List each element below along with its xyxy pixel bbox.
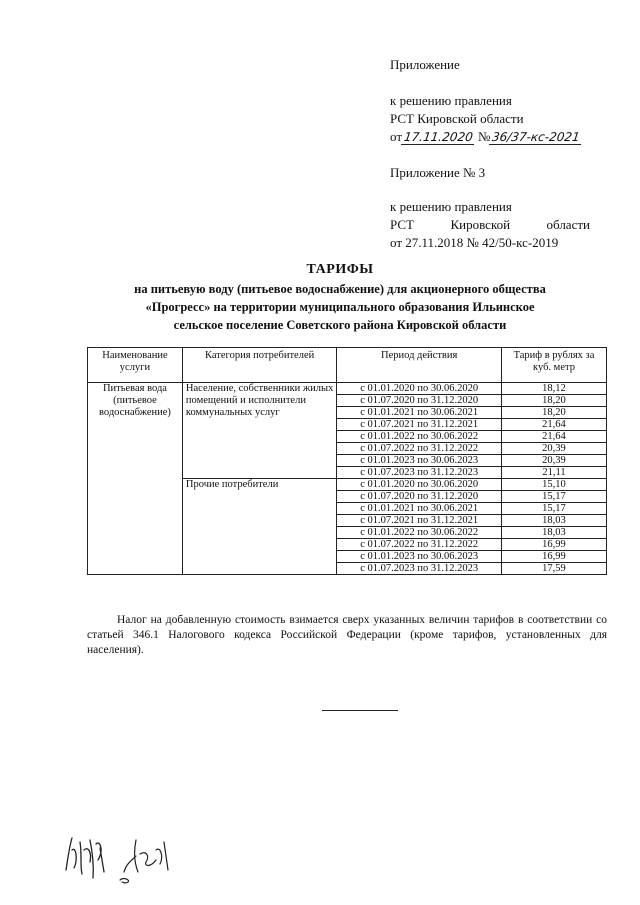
divider-line xyxy=(322,710,398,711)
vat-note: Налог на добавленную стоимость взимается сверх указанных величин тарифов в соответствии со статьей 346.1 Налогового кодекса Российской Федерации (кроме тарифов, установленных для населения). xyxy=(87,614,607,656)
tariff-cell: 18,20 xyxy=(501,407,606,419)
tariff-cell: 21,64 xyxy=(501,419,606,431)
prior-decision-line: от 27.11.2018 № 42/50-кс-2019 xyxy=(390,235,559,250)
appendix-label: Приложение xyxy=(390,57,460,72)
period-cell: с 01.07.2022 по 31.12.2022 xyxy=(337,443,502,455)
tariff-table xyxy=(87,347,607,575)
document-title: ТАРИФЫ xyxy=(306,262,374,277)
category-population: Население, собственники жилых помещений и исполнители коммунальных услуг xyxy=(182,383,336,479)
table-header-row xyxy=(88,348,607,383)
period-cell: с 01.01.2023 по 30.06.2023 xyxy=(337,551,502,563)
column-header-period: Период действия xyxy=(337,348,502,383)
title-block xyxy=(60,262,620,334)
column-header-tariff: Тариф в рублях за куб. метр xyxy=(501,348,606,383)
period-cell: с 01.01.2020 по 30.06.2020 xyxy=(337,479,502,491)
period-cell: с 01.01.2021 по 30.06.2021 xyxy=(337,503,502,515)
period-cell: с 01.07.2021 по 31.12.2021 xyxy=(337,515,502,527)
column-header-service: Наименование услуги xyxy=(88,348,183,383)
tariff-cell: 15,17 xyxy=(501,491,606,503)
tariff-cell: 20,39 xyxy=(501,443,606,455)
handwritten-number: 36/37-кс-2021 xyxy=(489,130,583,145)
handwritten-date: 17.11.2020 xyxy=(401,130,476,145)
tariff-cell: 15,10 xyxy=(501,479,606,491)
tariff-cell: 20,39 xyxy=(501,455,606,467)
signature-marks xyxy=(60,820,200,890)
period-cell: с 01.01.2020 по 30.06.2020 xyxy=(337,383,502,395)
decision-line-2: к решению правления xyxy=(390,199,512,214)
tariff-cell: 15,17 xyxy=(501,503,606,515)
signature-1-icon xyxy=(66,838,104,878)
period-cell: с 01.07.2020 по 31.12.2020 xyxy=(337,395,502,407)
period-cell: с 01.01.2023 по 30.06.2023 xyxy=(337,455,502,467)
subtitle-line-2: «Прогресс» на территории муниципального образования Ильинское xyxy=(145,300,535,314)
tariff-cell: 18,03 xyxy=(501,515,606,527)
tariff-cell: 18,03 xyxy=(501,527,606,539)
appendix3-label: Приложение № 3 xyxy=(390,165,486,180)
authority-line: РСТ Кировской области xyxy=(390,111,524,126)
date-prefix: от xyxy=(390,129,403,144)
table-row xyxy=(88,383,607,395)
tariff-cell: 18,12 xyxy=(501,383,606,395)
subtitle-line-1: на питьевую воду (питьевое водоснабжение) для акционерного общества xyxy=(134,282,546,296)
period-cell: с 01.07.2023 по 31.12.2023 xyxy=(337,467,502,479)
category-other: Прочие потребители xyxy=(182,479,336,575)
period-cell: с 01.01.2022 по 30.06.2022 xyxy=(337,527,502,539)
tariff-cell: 16,99 xyxy=(501,539,606,551)
period-cell: с 01.07.2022 по 31.12.2022 xyxy=(337,539,502,551)
period-cell: с 01.07.2021 по 31.12.2021 xyxy=(337,419,502,431)
tariff-cell: 16,99 xyxy=(501,551,606,563)
period-cell: с 01.07.2020 по 31.12.2020 xyxy=(337,491,502,503)
tariff-cell: 17,59 xyxy=(501,563,606,575)
decision-date-line xyxy=(390,128,582,146)
service-name: Питьевая вода (питьевое водоснабжение) xyxy=(88,383,183,575)
column-header-category: Категория потребителей xyxy=(182,348,336,383)
period-cell: с 01.07.2023 по 31.12.2023 xyxy=(337,563,502,575)
period-cell: с 01.01.2021 по 30.06.2021 xyxy=(337,407,502,419)
signature-2-icon xyxy=(120,840,168,883)
decision-line: к решению правления xyxy=(390,93,512,108)
authority-line-2: РСТ Кировской области xyxy=(390,217,590,232)
subtitle-line-3: сельское поселение Советского района Кировской области xyxy=(173,318,507,332)
tariff-cell: 21,64 xyxy=(501,431,606,443)
period-cell: с 01.01.2022 по 30.06.2022 xyxy=(337,431,502,443)
number-prefix: № xyxy=(477,129,491,144)
tariff-cell: 21,11 xyxy=(501,467,606,479)
tariff-cell: 18,20 xyxy=(501,395,606,407)
